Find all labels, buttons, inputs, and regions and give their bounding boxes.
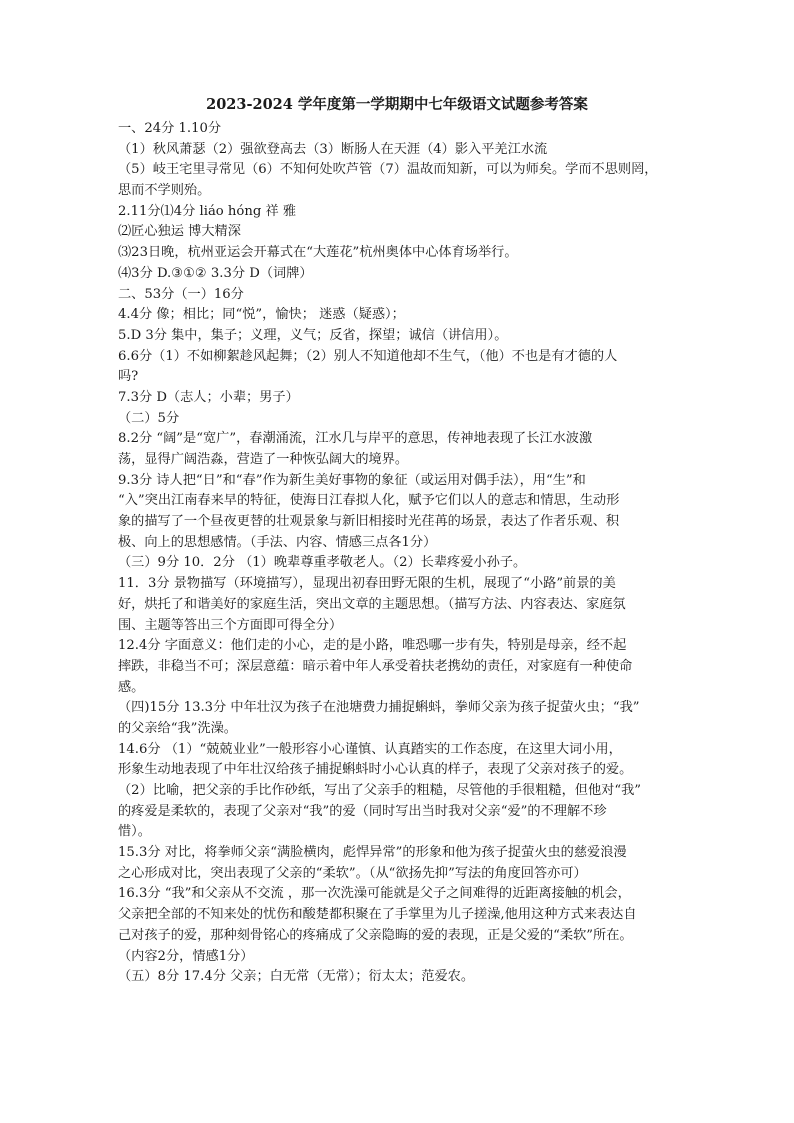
text-line: 之心形成对比，突出表现了父亲的“柔软”。（从“欲扬先抑”写法的角度回答亦可） — [118, 865, 587, 881]
text-line: （内容2分，情感1分） — [118, 948, 254, 964]
text-line: 14.6分 （1）“兢兢业业”一般形容小心谨慎、认真踏实的工作态度，在这里大词小用， — [118, 741, 622, 757]
text-line: 惜）。 — [118, 824, 151, 840]
text-line: 二、53分（一）16分 — [118, 286, 244, 302]
text-line: 吗? — [118, 369, 139, 385]
text-line: 15.3分 对比，将拳师父亲“满脸横肉，彪悍异常”的形象和他为孩子捉萤火虫的慈爱浪漫 — [118, 845, 627, 861]
text-line: 2.11分⑴4分 liáo hóng 祥 雅 — [118, 203, 297, 219]
text-line: 好，烘托了和谐美好的家庭生活，突出文章的主题思想。（描写方法、内容表达、家庭氛 — [118, 596, 626, 612]
text-line: 思而不学则殆。 — [118, 183, 211, 199]
text-line: 感。 — [118, 679, 145, 695]
document-title: 2023-2024 学年度第一学期期中七年级语文试题参考答案 — [206, 96, 588, 113]
text-line: 父亲把全部的不知来处的忧伤和酸楚都积聚在了手掌里为儿子搓澡,他用这种方式来表达自 — [118, 907, 637, 923]
text-line: （五）8分 17.4分 父亲；白无常（无常）；衍太太；范爱农。 — [118, 969, 475, 985]
text-line: 摔跌，非稳当不可；深层意蕴：暗示着中年人承受着扶老携幼的责任，对家庭有一种使命 — [118, 658, 633, 674]
text-line: 一、24分 1.10分 — [118, 121, 222, 136]
text-line: 12.4分 字面意义：他们走的小心，走的是小路，唯恐哪一步有失，特别是母亲，经不起 — [118, 638, 627, 654]
text-line: （1）秋风萧瑟（2）强欲登高去（3）断肠人在天涯（4）影入平羌江水流 — [118, 141, 548, 157]
text-line: 16.3分 “我”和父亲从不交流 ，那一次洗澡可能就是父子之间难得的近距离接触的机会， — [118, 886, 631, 902]
text-line: 的疼爱是柔软的，表现了父亲对“我”的爱（同时写出当时我对父亲“爱”的不理解不珍 — [118, 803, 607, 819]
text-line: 6.6分（1）不如柳絮趁风起舞；（2）别人不知道他却不生气，（他）不也是有才德的人 — [118, 348, 618, 364]
text-line: 5.D 3分 集中，集子；义理，义气；反省，探望；诚信（讲信用）。 — [118, 327, 508, 343]
text-line: （四)15分 13.3分 中年壮汉为孩子在池塘费力捕捉蝌蚪，拳师父亲为孩子捉萤火虫；“我” — [118, 700, 640, 716]
text-line: 4.4分 像；相比；同“悦”，愉快； 迷惑（疑惑）； — [118, 307, 405, 323]
text-line: 极、向上的思想感情。（手法、内容、情感三点各1分） — [118, 534, 437, 550]
text-line: 形象生动地表现了中年壮汉给孩子捕捉蝌蚪时小心认真的样子，表现了父亲对孩子的爱。 — [118, 762, 633, 778]
text-line: ⑶23日晚，杭州亚运会开幕式在“大莲花”杭州奥体中心体育场举行。 — [118, 245, 518, 261]
text-line: 围、主题等答出三个方面即可得全分） — [118, 617, 343, 633]
text-line: （二）5分 — [118, 410, 180, 426]
text-line: （5）岐王宅里寻常见（6）不知何处吹芦管（7）温故而知新，可以为师矣。学而不思则罔， — [118, 162, 658, 178]
text-line: ⑵匠心独运 博大精深 — [118, 224, 241, 240]
text-line: 11．3分 景物描写（环境描写），显现出初春田野无限的生机，展现了“小路”前景的美 — [118, 576, 616, 592]
text-line: 9.3分 诗人把“日”和“春”作为新生美好事物的象征（或运用对偶手法），用“生”和 — [118, 472, 586, 488]
text-line: 8.2分 “阔”是“宽广”，春潮涌流，江水几与岸平的意思，传神地表现了长江水波激 — [118, 431, 593, 447]
text-line: 荡，显得广阔浩淼，营造了一种恢弘阔大的境界。 — [118, 452, 409, 467]
text-line: ⑷3分 D.③①② 3.3分 D（词牌） — [118, 265, 313, 281]
text-line: 己对孩子的爱，那种刻骨铭心的疼痛成了父亲隐晦的爱的表现，正是父爱的“柔软”所在。 — [118, 927, 633, 943]
text-line: 的父亲给“我”洗澡。 — [118, 720, 237, 736]
text-line: 7.3分 D（志人；小辈；男子） — [118, 389, 299, 405]
text-line: （三）9分 10．2分 （1）晚辈尊重孝敬老人。（2）长辈疼爱小孙子。 — [118, 555, 527, 571]
text-line: （2）比喻，把父亲的手比作砂纸，写出了父亲手的粗糙，尽管他的手很粗糙，但他对“我” — [118, 783, 641, 798]
text-line: 象的描写了一个昼夜更替的壮观景象与新旧相接时光荏苒的场景，表达了作者乐观、积 — [118, 514, 620, 530]
text-line: “入”突出江南春来早的特征，使海日江春拟人化，赋予它们以人的意志和情思，生动形 — [118, 493, 620, 509]
answer-body — [118, 119, 678, 988]
